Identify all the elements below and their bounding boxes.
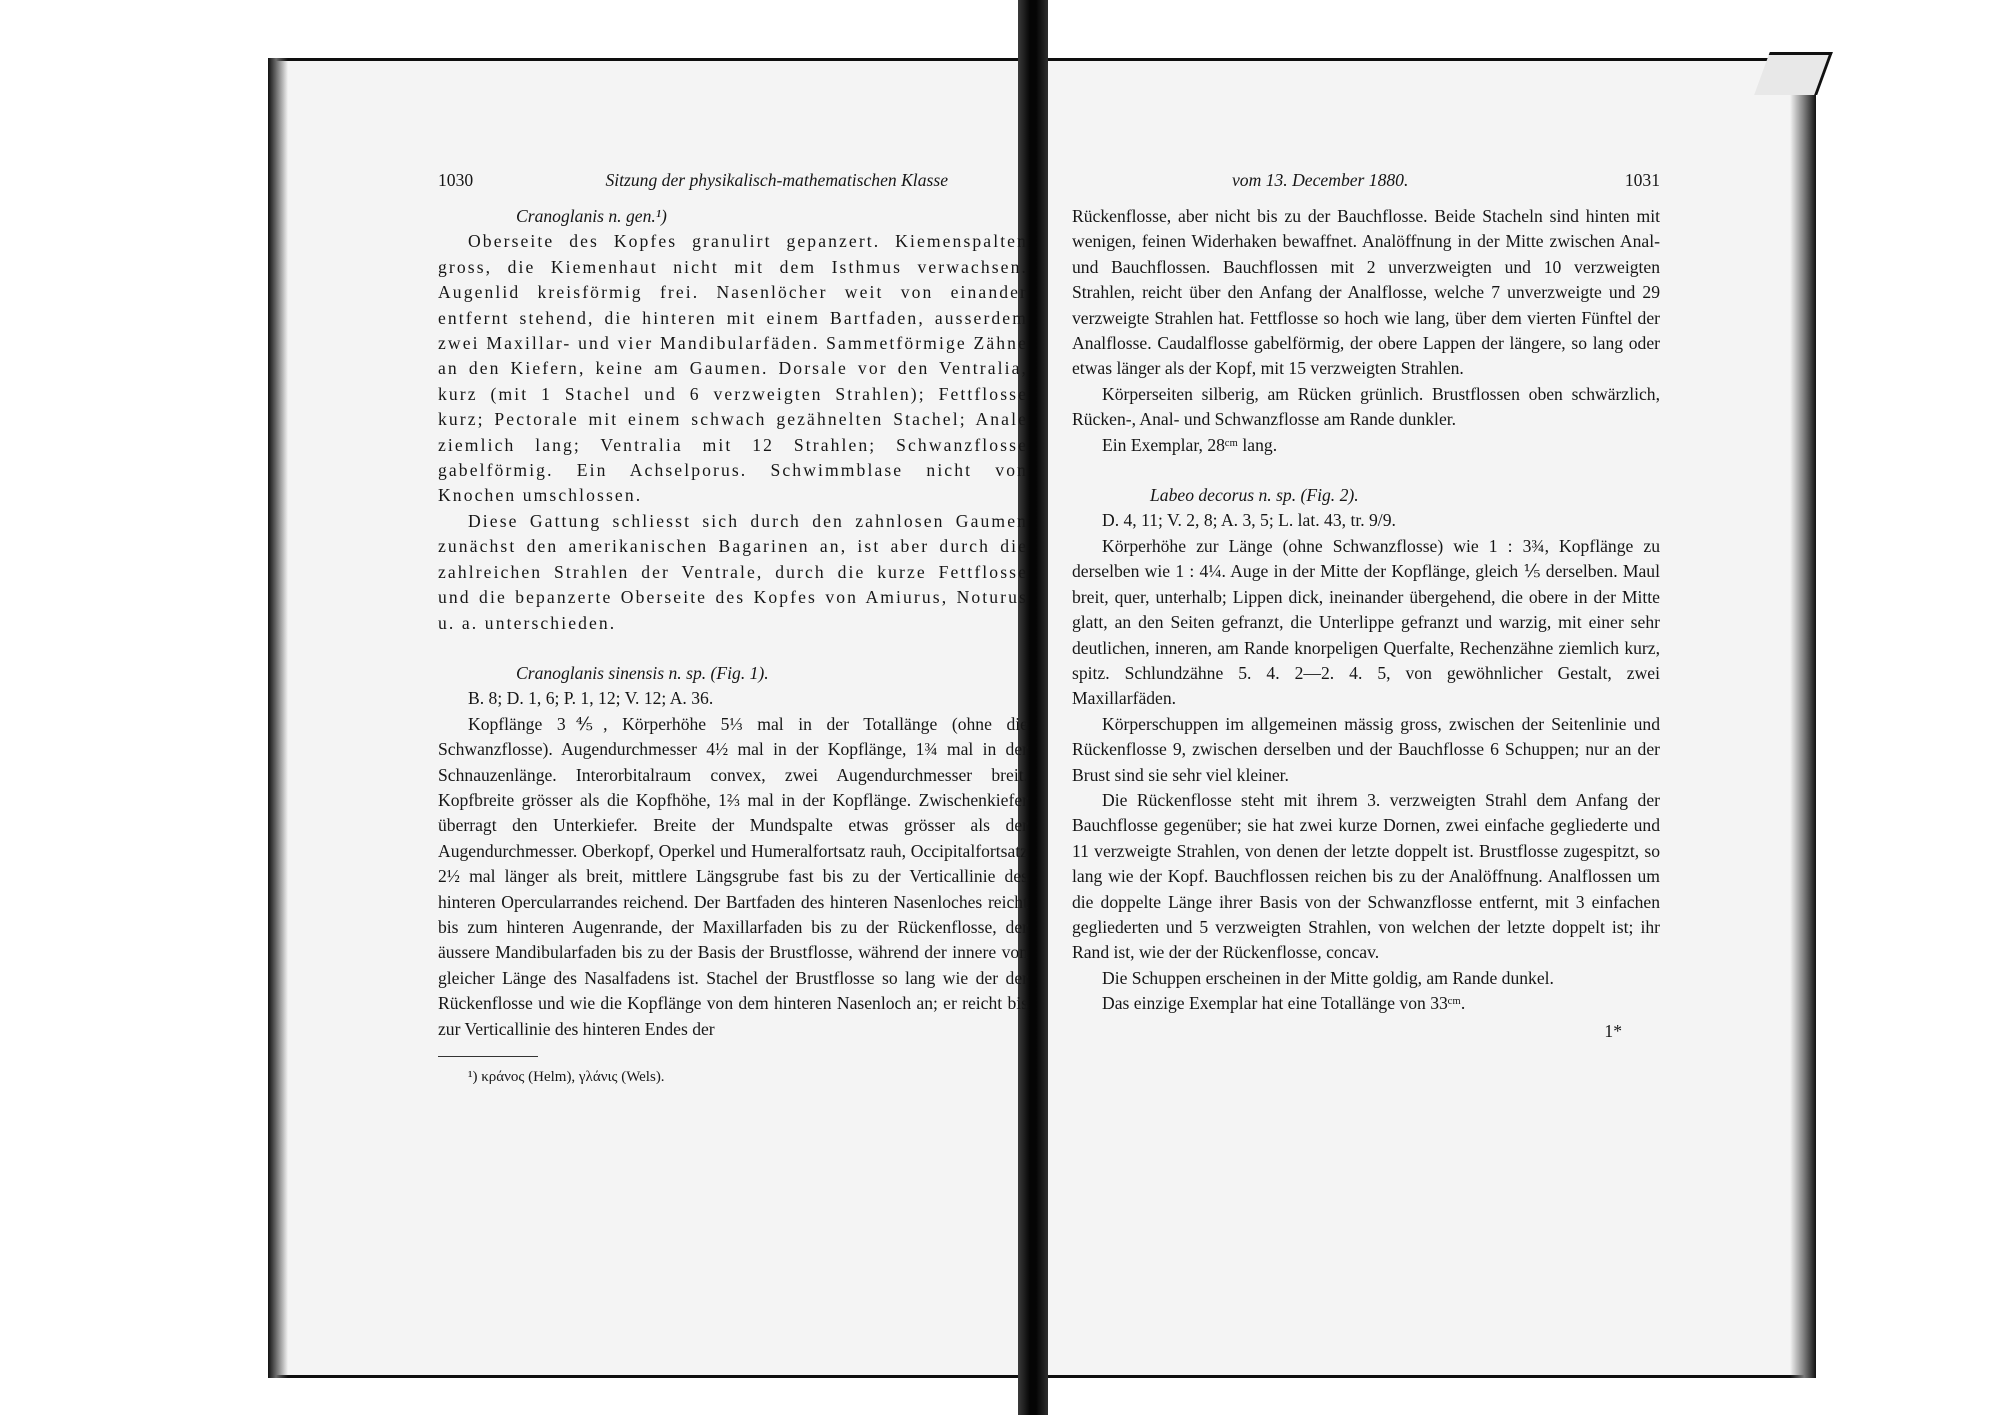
- footnote: ¹) κράνος (Helm), γλάνις (Wels).: [468, 1069, 665, 1085]
- left-page: [438, 168, 1028, 1090]
- species-description-cranoglanis: Kopflänge 3⅘, Körperhöhe 5⅓ mal in der Totallänge (ohne die Schwanzflosse). Augendurchmesser 4½ mal in der Kopflänge, 1¾ mal in der Schnauzenlänge. Interorbitalraum convex, zwei Augendurchmesser breit. Kopfbreite grösser als die Kopfhöhe, 1⅔ mal in der Kopflänge. Zwischenkiefer überragt den Unterkiefer. Breite der Mundspalte etwas grösser als der Augendurchmesser. Oberkopf, Operkel und Humeralfortsatz rauh, Occipitalfortsatz 2½ mal länger als breit, mittlere Längsgrube fast bis zu der Verticallinie des hinteren Opercularrandes reichend. Der Bartfaden des hinteren Nasenloches reicht bis zum hinteren Augenrande, der Maxillarfaden bis zu der Rückenflosse, der äussere Mandibularfaden bis zu der Basis der Brustflosse, während der innere von gleicher Länge des Nasalfadens ist. Stachel der Brustflosse so lang wie der der Rückenflosse und wie die Kopflänge von dem hinteren Nasenloch an; er reicht bis zur Verticallinie des hinteren Endes der: [438, 713, 1028, 1039]
- book-left-edge-shadow: [268, 58, 288, 1378]
- fin-formula-labeo: D. 4, 11; V. 2, 8; A. 3, 5; L. lat. 43, tr. 9/9.: [1102, 510, 1396, 531]
- paragraph-gap: [438, 636, 1028, 661]
- right-page-number: 1031: [1624, 170, 1660, 190]
- paragraph-gap: [1072, 458, 1660, 483]
- species-heading-labeo: Labeo decorus n. sp. (Fig. 2).: [1150, 485, 1359, 506]
- right-page: [1072, 168, 1660, 1044]
- right-page-header: [1072, 168, 1660, 198]
- footnote-rule: [438, 1056, 538, 1057]
- genus-heading: Cranoglanis n. gen.¹): [516, 206, 667, 226]
- fin-formula-cranoglanis: B. 8; D. 1, 6; P. 1, 12; V. 12; A. 36.: [468, 688, 714, 709]
- specimen-paragraph: Ein Exemplar, 28ᶜᵐ lang.: [1102, 434, 1278, 455]
- right-running-head: vom 13. December 1880.: [1232, 170, 1409, 190]
- scales-paragraph: Körperschuppen im allgemeinen mässig gross, zwischen der Seitenlinie und Rückenflosse 9, zwischen derselben und der Bauchflosse 6 Schuppen; nur an der Brust sind sie sehr viel kleiner.: [1072, 713, 1660, 785]
- total-length-paragraph: Das einzige Exemplar hat eine Totallänge von 33ᶜᵐ.: [1102, 993, 1466, 1014]
- left-page-number: 1030: [438, 170, 474, 190]
- genus-description: Oberseite des Kopfes granulirt gepanzert. Kiemenspalten gross, die Kiemenhaut nicht mit dem Isthmus verwachsen. Augenlid kreisförmig frei. Nasenlöcher weit von einander entfernt stehend, die hinteren mit einem Bartfaden, ausserdem zwei Maxillar- und vier Mandibularfäden. Sammetförmige Zähne an den Kiefern, keine am Gaumen. Dorsale vor den Ventralia, kurz (mit 1 Stachel und 6 verzweigten Strahlen); Fettflosse kurz; Pectorale mit einem schwach gezähnelten Stachel; Anale ziemlich lang; Ventralia mit 12 Strahlen; Schwanzflosse gabelförmig. Ein Achselporus. Schwimmblase nicht von Knochen umschlossen.: [438, 231, 1028, 506]
- scale-color-paragraph: Die Schuppen erscheinen in der Mitte goldig, am Rande dunkel.: [1102, 967, 1554, 988]
- left-running-head: Sitzung der physikalisch-mathematischen Klasse: [605, 170, 948, 190]
- genus-comparison: Diese Gattung schliesst sich durch den zahnlosen Gaumen zunächst den amerikanischen Bagarinen an, ist aber durch die zahlreichen Strahlen der Ventrale, durch die kurze Fettflosse und die bepanzerte Oberseite des Kopfes von Amiurus, Noturus u. a. unterschieden.: [438, 510, 1028, 633]
- left-page-header: [438, 168, 1028, 198]
- coloration-paragraph: Körperseiten silberig, am Rücken grünlich. Brustflossen oben schwärzlich, Rücken-, Anal- und Schwanzflosse am Rande dunkler.: [1072, 383, 1660, 430]
- species-heading-cranoglanis: Cranoglanis sinensis n. sp. (Fig. 1).: [516, 662, 769, 683]
- continued-paragraph: Rückenflosse, aber nicht bis zu der Bauchflosse. Beide Stacheln sind hinten mit wenigen, feinen Widerhaken bewaffnet. Analöffnung in der Mitte zwischen Anal- und Bauchflossen. Bauchflossen mit 2 unverzweigten und 10 verzweigten Strahlen, reicht über den Anfang der Analflosse, welche 7 unverzweigte und 29 verzweigte Strahlen hat. Fettflosse so hoch wie lang, über dem vierten Fünftel der Analflosse. Caudalflosse gabelförmig, der obere Lappen der längere, so lang oder etwas länger als der Kopf, mit 15 verzweigten Strahlen.: [1072, 206, 1660, 379]
- signature-mark: 1*: [1604, 1020, 1622, 1041]
- fins-paragraph: Die Rückenflosse steht mit ihrem 3. verzweigten Strahl dem Anfang der Bauchflosse gegenüber; sie hat zwei kurze Dornen, zwei einfache gegliederte und 11 verzweigte Strahlen, von denen der letzte doppelt ist. Brustflosse zugespitzt, so lang wie der Kopf. Bauchflossen reichen bis zu der Analöffnung. Analflossen um die doppelte Länge ihrer Basis von der Schwanzflosse entfernt, mit 3 einfachen gegliederten und 5 verzweigten Strahlen, von welchen der letzte doppelt ist; ihr Rand ist, wie der der Rückenflosse, concav.: [1072, 789, 1660, 963]
- body-proportions-paragraph: Körperhöhe zur Länge (ohne Schwanzflosse) wie 1 : 3¾, Kopflänge zu derselben wie 1 : 4¼. Auge in der Mitte der Kopflänge, gleich ⅕ derselben. Maul breit, quer, unterhalb; Lippen dick, ineinander übergehend, die obere in der Mitte glatt, an den Seiten gefranzt, die Unterlippe gefranzt und warzig, mit einer sehr deutlichen, inneren, am Rande knorpeligen Querfalte, Rechenzähne ziemlich kurz, spitz. Schlundzähne 5. 4. 2—2. 4. 5, von gewöhnlicher Gestalt, zwei Maxillarfäden.: [1072, 535, 1660, 709]
- book-right-edge-shadow: [1790, 58, 1816, 1378]
